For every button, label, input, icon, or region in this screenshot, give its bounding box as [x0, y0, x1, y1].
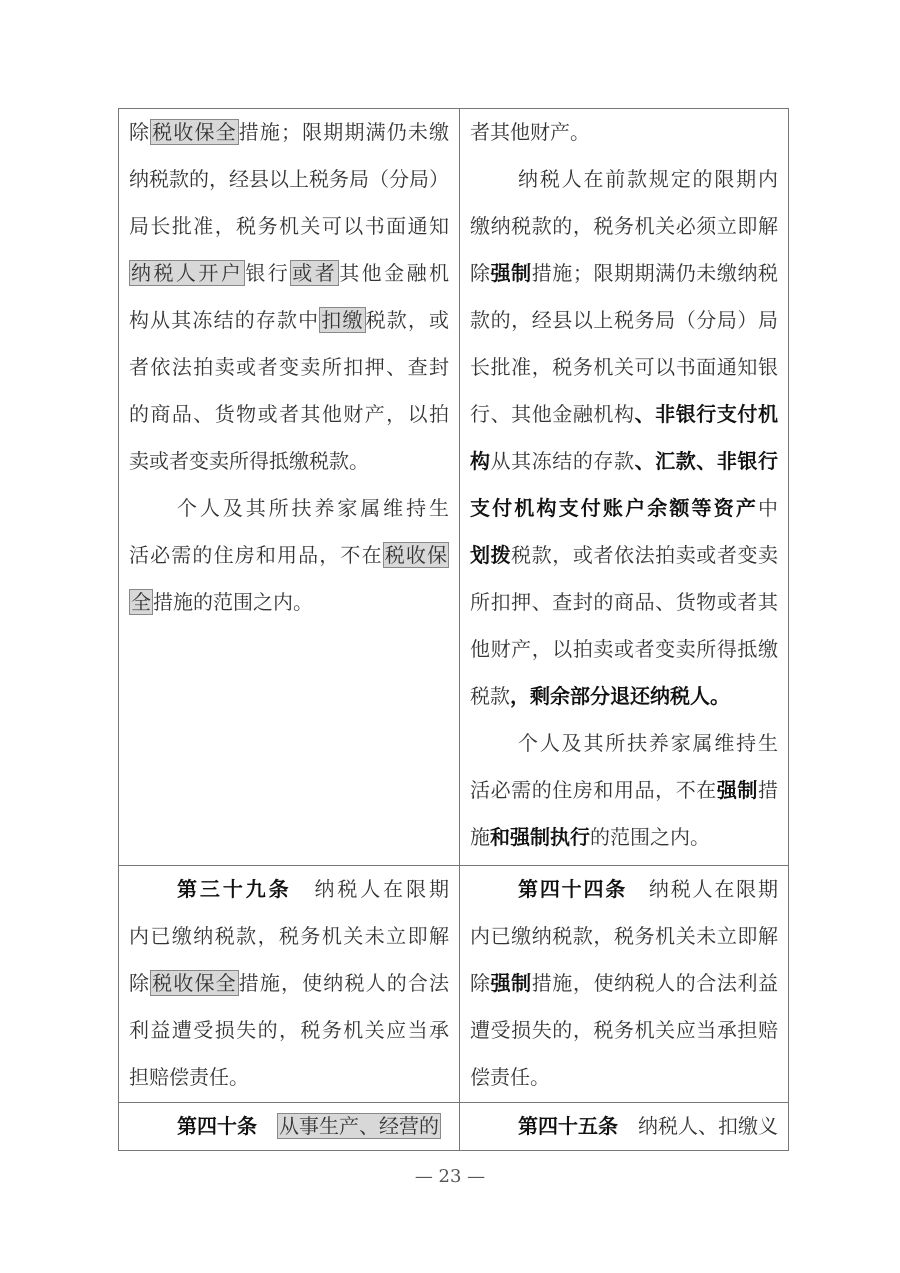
text-span: 卖或者变卖所得抵缴税款。	[129, 449, 369, 473]
text-line	[129, 156, 449, 203]
text-span: 税款，或	[365, 308, 450, 332]
new-text-cell	[460, 1103, 789, 1151]
text-line	[470, 532, 778, 579]
text-line	[470, 156, 778, 203]
text-span: 担赔偿责任。	[129, 1065, 249, 1089]
text-line	[470, 913, 778, 960]
text-span: 款的，经县以上税务局（分局）局	[470, 308, 778, 332]
text-span: 个人及其所扶养家属维持生	[518, 731, 778, 755]
highlighted-deleted-text: 纳税人开户	[131, 261, 244, 285]
text-line	[129, 1054, 449, 1101]
text-line	[470, 438, 778, 485]
text-line	[129, 438, 449, 485]
text-span: 措施；限期期满仍未缴	[238, 120, 450, 144]
text-line	[470, 960, 778, 1007]
bold-added-text: 和强制执行	[490, 825, 590, 849]
text-span: 者依法拍卖或者变卖所扣押、查封	[129, 355, 449, 379]
text-span: 纳税人在限期	[291, 877, 450, 901]
bold-added-text: 第四十五条	[518, 1114, 618, 1138]
text-span: 所扣押、查封的商品、货物或者其	[470, 590, 778, 614]
text-span: 偿责任。	[470, 1065, 550, 1089]
text-span: 遭受损失的，税务机关应当承担赔	[470, 1018, 778, 1042]
text-span: 纳税人、扣缴义	[618, 1114, 778, 1138]
table-row	[119, 109, 789, 866]
text-line	[470, 485, 778, 532]
text-span	[257, 1114, 277, 1138]
text-span: 措施；限期期满仍未缴纳税	[531, 261, 779, 285]
text-span: 除	[129, 120, 151, 144]
text-span: 利益遭受损失的，税务机关应当承	[129, 1018, 449, 1042]
bold-added-text: 构	[470, 449, 491, 473]
highlighted-deleted-text: 扣缴	[321, 308, 364, 332]
text-span: 的范围之内。	[590, 825, 710, 849]
highlighted-deleted-text: 税收保全	[152, 971, 237, 995]
bold-added-text: 强制	[490, 971, 532, 995]
highlighted-deleted-text: 税收保	[384, 543, 448, 567]
old-text-cell	[119, 866, 460, 1103]
text-span: 从其冻结的存款	[490, 449, 635, 473]
text-line	[470, 1103, 778, 1150]
bold-added-text: ，剩余部分退还纳税人。	[510, 684, 730, 708]
text-line	[129, 1103, 449, 1150]
text-span: 银行	[245, 261, 291, 285]
text-span: 措施，使纳税人的合法利益	[531, 971, 779, 995]
text-span: 施	[470, 825, 490, 849]
text-line	[470, 1054, 778, 1101]
comparison-table	[118, 108, 789, 1151]
old-text-cell	[119, 109, 460, 866]
text-span: 活必需的住房和用品，不在	[470, 778, 717, 802]
text-span: 的商品、货物或者其他财产，以拍	[129, 402, 449, 426]
text-span: 行、其他金融机构	[470, 402, 635, 426]
text-line	[129, 532, 449, 579]
bold-added-text: 、汇款、非银行	[634, 449, 779, 473]
text-line	[470, 579, 778, 626]
text-span: 纳税人在限期	[627, 877, 779, 901]
text-line	[470, 1007, 778, 1054]
text-line	[470, 767, 778, 814]
highlighted-deleted-text: 全	[131, 590, 151, 614]
text-line	[470, 203, 778, 250]
text-span: 措	[758, 778, 779, 802]
text-span: 活必需的住房和用品，不在	[129, 543, 383, 567]
text-line	[129, 203, 449, 250]
highlighted-deleted-text: 税收保全	[152, 120, 237, 144]
text-span: 中	[758, 496, 778, 520]
text-line	[470, 391, 778, 438]
text-line	[470, 673, 778, 720]
text-span: 个人及其所扶养家属维持生	[177, 496, 449, 520]
new-text-cell	[460, 866, 789, 1103]
bold-added-text: 强制	[716, 778, 759, 802]
bold-added-text: 、非银行支付机	[634, 402, 779, 426]
text-span: 他财产，以拍卖或者变卖所得抵缴	[470, 637, 778, 661]
text-line	[129, 960, 449, 1007]
text-line	[129, 485, 449, 532]
text-span: 纳税款的，经县以上税务局（分局）	[129, 167, 449, 191]
text-span: 措施的范围之内。	[153, 590, 313, 614]
text-line	[129, 866, 449, 913]
bold-added-text: 支付机构支付账户余额等资产	[470, 496, 758, 520]
text-line	[470, 344, 778, 391]
text-line	[470, 109, 778, 156]
text-line	[129, 391, 449, 438]
text-line	[470, 626, 778, 673]
text-line	[129, 1007, 449, 1054]
text-span: 其他金融机	[339, 261, 450, 285]
text-line	[470, 814, 778, 861]
new-text-cell	[460, 109, 789, 866]
highlighted-deleted-text: 从事生产、经营的	[279, 1114, 439, 1138]
text-span: 除	[129, 971, 151, 995]
bold-added-text: 第四十四条	[518, 877, 628, 901]
text-span: 措施，使纳税人的合法	[238, 971, 450, 995]
text-line	[129, 109, 449, 156]
bold-added-text: 第四十条	[177, 1114, 257, 1138]
highlighted-deleted-text: 或者	[292, 261, 338, 285]
page-number: — 23 —	[414, 1166, 486, 1187]
text-line	[129, 344, 449, 391]
table-row	[119, 866, 789, 1103]
text-span: 缴纳税款的，税务机关必须立即解	[470, 214, 778, 238]
text-line	[470, 720, 778, 767]
bold-added-text: 第三十九条	[177, 877, 292, 901]
text-line	[470, 250, 778, 297]
text-span: 除	[470, 261, 491, 285]
text-line	[129, 913, 449, 960]
text-span: 除	[470, 971, 491, 995]
text-line	[129, 250, 449, 297]
text-span: 长批准，税务机关可以书面通知银	[470, 355, 778, 379]
text-span: 局长批准，税务机关可以书面通知	[129, 214, 449, 238]
text-line	[470, 866, 778, 913]
bold-added-text: 强制	[490, 261, 532, 285]
text-span: 内已缴纳税款，税务机关未立即解	[129, 924, 449, 948]
old-text-cell	[119, 1103, 460, 1151]
bold-added-text: 划拨	[470, 543, 512, 567]
text-line	[470, 297, 778, 344]
text-span: 构从其冻结的存款中	[129, 308, 320, 332]
text-line	[129, 297, 449, 344]
text-span: 纳税人在前款规定的限期内	[518, 167, 778, 191]
text-span: 税款	[470, 684, 510, 708]
text-span: 者其他财产。	[470, 120, 590, 144]
text-span: 税款，或者依法拍卖或者变卖	[511, 543, 779, 567]
text-line	[129, 579, 449, 626]
text-span: 内已缴纳税款，税务机关未立即解	[470, 924, 778, 948]
table-row	[119, 1103, 789, 1151]
